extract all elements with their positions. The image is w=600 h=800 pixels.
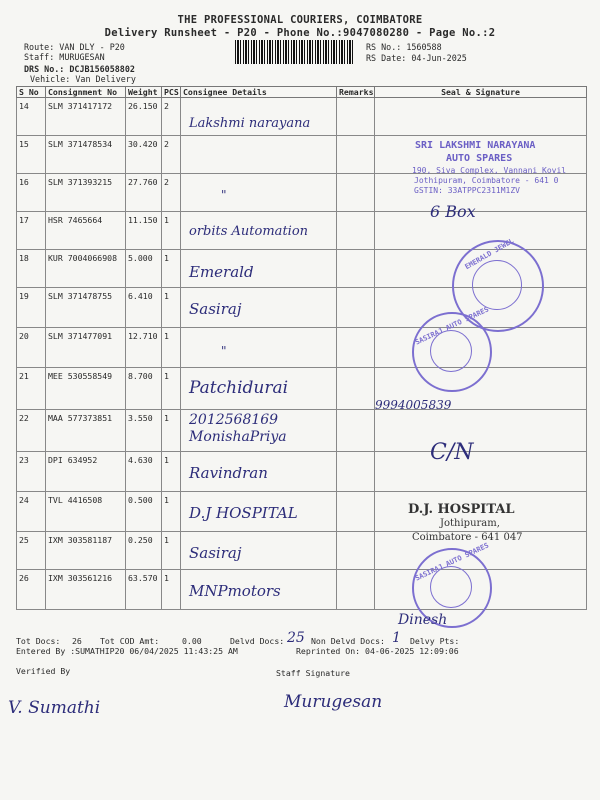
table-row <box>17 452 587 492</box>
emerald-seal-inner <box>472 260 522 310</box>
consignee-handwriting: MNPmotors <box>189 582 281 600</box>
row-sno: 17 <box>17 212 46 250</box>
row-weight: 0.250 <box>126 532 162 570</box>
table-row <box>17 368 587 410</box>
row-sno: 18 <box>17 250 46 288</box>
vehicle-label: Vehicle: Van Delivery <box>30 74 136 84</box>
row-consignee <box>181 452 337 492</box>
row-remarks <box>337 492 375 532</box>
consignee-handwriting: Ravindran <box>189 464 268 482</box>
verifier-signature: V. Sumathi <box>8 698 101 718</box>
col-consignee: Consignee Details <box>181 87 337 98</box>
verified-by-label: Verified By <box>16 666 71 676</box>
row-pcs: 2 <box>162 136 181 174</box>
row-pcs: 2 <box>162 174 181 212</box>
phone-note: 9994005839 <box>375 398 452 412</box>
row-consignee <box>181 98 337 136</box>
hospital-stamp-place: Jothipuram, <box>440 518 500 529</box>
consignee-handwriting: Patchidurai <box>189 378 289 398</box>
consignee-handwriting: 2012568169 MonishaPriya <box>189 412 287 445</box>
row-consignee <box>181 288 337 328</box>
lakshmi-stamp-title: SRI LAKSHMI NARAYANA <box>415 140 536 151</box>
drs-number: DRS No.: DCJB156058802 <box>24 64 135 74</box>
lakshmi-stamp-addr2: Jothipuram, Coimbatore - 641 0 <box>414 176 559 185</box>
table-header-row <box>17 87 587 98</box>
tot-docs-value: 26 <box>72 636 82 646</box>
hospital-stamp-city: Coimbatore - 641 047 <box>412 532 523 543</box>
row-weight: 63.570 <box>126 570 162 610</box>
route-label: Route: VAN DLY - P20 <box>24 42 125 52</box>
lakshmi-stamp-addr1: 190, Siva Complex, Vannani Kovil <box>412 166 567 175</box>
row-consignment-no: MEE 530558549 <box>46 368 126 410</box>
staff-label: Staff: MURUGESAN <box>24 52 105 62</box>
emerald-seal-label: EMERALD JEWEL <box>463 236 516 272</box>
row-weight: 12.710 <box>126 328 162 368</box>
entered-by: Entered By :SUMATHIP20 06/04/2025 11:43:25 AM <box>16 646 238 656</box>
row-remarks <box>337 328 375 368</box>
staff-signature-label: Staff Signature <box>276 668 350 678</box>
consignee-handwriting: Sasiraj <box>189 300 242 318</box>
table-row <box>17 328 587 368</box>
row-pcs: 1 <box>162 570 181 610</box>
row-pcs: 1 <box>162 288 181 328</box>
row-sno: 20 <box>17 328 46 368</box>
row-consignment-no: HSR 7465664 <box>46 212 126 250</box>
row-weight: 4.630 <box>126 452 162 492</box>
row-remarks <box>337 532 375 570</box>
row-consignee <box>181 532 337 570</box>
row-pcs: 1 <box>162 492 181 532</box>
consignee-handwriting: " <box>221 188 227 202</box>
delvd-docs-label: Delvd Docs: <box>230 636 285 646</box>
row-weight: 6.410 <box>126 288 162 328</box>
row-consignee <box>181 492 337 532</box>
cn-note: C/N <box>430 440 474 465</box>
row-consignment-no: TVL 4416508 <box>46 492 126 532</box>
rs-date: RS Date: 04-Jun-2025 <box>366 53 467 63</box>
row-consignment-no: IXM 303561216 <box>46 570 126 610</box>
row-consignment-no: SLM 371478755 <box>46 288 126 328</box>
row-sno: 21 <box>17 368 46 410</box>
row-pcs: 1 <box>162 368 181 410</box>
col-seal-signature: Seal & Signature <box>375 87 587 98</box>
row-remarks <box>337 136 375 174</box>
row-weight: 26.150 <box>126 98 162 136</box>
row-pcs: 1 <box>162 212 181 250</box>
row-consignee <box>181 212 337 250</box>
row-consignment-no: IXM 303581187 <box>46 532 126 570</box>
row-consignee <box>181 174 337 212</box>
row-consignee <box>181 368 337 410</box>
tot-cod-label: Tot COD Amt: <box>100 636 160 646</box>
row-weight: 30.420 <box>126 136 162 174</box>
row-consignment-no: KUR 7004066908 <box>46 250 126 288</box>
barcode <box>235 40 353 64</box>
row-sno: 25 <box>17 532 46 570</box>
consignee-handwriting: D.J HOSPITAL <box>189 504 298 522</box>
row-seal <box>375 98 587 136</box>
row-remarks <box>337 98 375 136</box>
sasiraj-seal-2-label: SASIRAJ AUTO SPARES <box>414 541 491 583</box>
table-row <box>17 98 587 136</box>
row-remarks <box>337 288 375 328</box>
row-consignee <box>181 328 337 368</box>
hospital-stamp-name: D.J. HOSPITAL <box>408 502 515 517</box>
row-weight: 27.760 <box>126 174 162 212</box>
row-remarks <box>337 452 375 492</box>
consignee-handwriting: Lakshmi narayana <box>189 116 311 131</box>
row-remarks <box>337 174 375 212</box>
row-sno: 24 <box>17 492 46 532</box>
table-row <box>17 410 587 452</box>
row-remarks <box>337 570 375 610</box>
rs-number: RS No.: 1560588 <box>366 42 442 52</box>
col-weight: Weight <box>126 87 162 98</box>
row-remarks <box>337 410 375 452</box>
col-sno: S No <box>17 87 46 98</box>
consignee-handwriting: " <box>221 344 227 358</box>
lakshmi-stamp-gstin: GSTIN: 33ATPPC2311M1ZV <box>414 186 520 195</box>
non-delvd-value: 1 <box>392 630 401 646</box>
staff-signature: Murugesan <box>284 692 383 712</box>
row-weight: 3.550 <box>126 410 162 452</box>
row-pcs: 1 <box>162 328 181 368</box>
col-consignment-no: Consignment No <box>46 87 126 98</box>
row-sno: 14 <box>17 98 46 136</box>
tot-docs-label: Tot Docs: <box>16 636 61 646</box>
row-sno: 22 <box>17 410 46 452</box>
row-sno: 16 <box>17 174 46 212</box>
row-pcs: 1 <box>162 250 181 288</box>
row-pcs: 1 <box>162 532 181 570</box>
row-consignee <box>181 250 337 288</box>
lakshmi-stamp-sub: AUTO SPARES <box>446 153 513 164</box>
company-title: THE PROFESSIONAL COURIERS, COIMBATORE <box>177 14 423 26</box>
row-sno: 19 <box>17 288 46 328</box>
row-weight: 0.500 <box>126 492 162 532</box>
row-consignee <box>181 136 337 174</box>
table-row <box>17 570 587 610</box>
row-remarks <box>337 368 375 410</box>
col-pcs: PCS <box>162 87 181 98</box>
row-seal <box>375 452 587 492</box>
sasiraj-seal-label: SASIRAJ AUTO SPARES <box>414 305 491 347</box>
delvd-docs-value: 25 <box>287 630 305 646</box>
row-consignment-no: MAA 577373851 <box>46 410 126 452</box>
row-consignment-no: SLM 371393215 <box>46 174 126 212</box>
consignee-handwriting: Sasiraj <box>189 544 242 562</box>
row-weight: 11.150 <box>126 212 162 250</box>
row-consignment-no: DPI 634952 <box>46 452 126 492</box>
row-remarks <box>337 212 375 250</box>
col-remarks: Remarks <box>337 87 375 98</box>
delvy-pts-label: Delvy Pts: <box>410 636 460 646</box>
row-pcs: 1 <box>162 452 181 492</box>
dinesh-signature: Dinesh <box>398 612 448 628</box>
row-consignee <box>181 570 337 610</box>
row-weight: 8.700 <box>126 368 162 410</box>
row-seal <box>375 410 587 452</box>
row-weight: 5.000 <box>126 250 162 288</box>
tot-cod-value: 0.00 <box>182 636 202 646</box>
row-consignment-no: SLM 371417172 <box>46 98 126 136</box>
row-consignment-no: SLM 371478534 <box>46 136 126 174</box>
non-delvd-label: Non Delvd Docs: <box>311 636 385 646</box>
row-pcs: 2 <box>162 98 181 136</box>
row-pcs: 1 <box>162 410 181 452</box>
row-remarks <box>337 250 375 288</box>
consignee-handwriting: Emerald <box>189 263 254 281</box>
box-note: 6 Box <box>430 202 476 221</box>
row-sno: 23 <box>17 452 46 492</box>
consignee-handwriting: orbits Automation <box>189 224 309 239</box>
row-sno: 15 <box>17 136 46 174</box>
reprinted-on: Reprinted On: 04-06-2025 12:09:06 <box>296 646 459 656</box>
row-consignee <box>181 410 337 452</box>
row-sno: 26 <box>17 570 46 610</box>
runsheet-subtitle: Delivery Runsheet - P20 - Phone No.:9047080280 - Page No.:2 <box>104 27 496 39</box>
row-consignment-no: SLM 371477091 <box>46 328 126 368</box>
